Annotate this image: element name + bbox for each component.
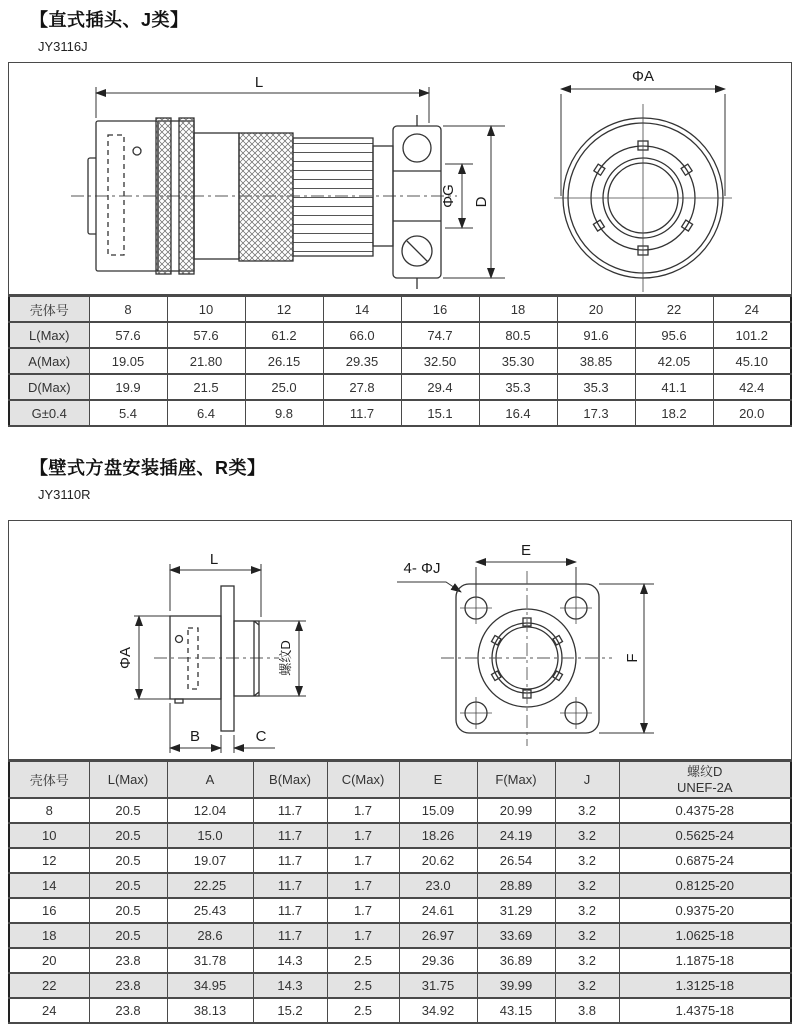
dim-C-label: C (255, 728, 267, 745)
table-row (9, 798, 791, 823)
value-cell: 24 (9, 998, 89, 1023)
table-row (9, 973, 791, 998)
plug-technical-drawing (9, 63, 791, 294)
value-cell: 38.85 (557, 348, 635, 374)
value-cell: 20 (9, 948, 89, 973)
dim-E (476, 562, 576, 599)
value-cell: 18 (9, 923, 89, 948)
value-cell: 3.2 (555, 948, 619, 973)
dim-threadD-label: 螺纹D (278, 640, 293, 676)
value-cell: 12 (9, 848, 89, 873)
value-cell: 26.97 (399, 923, 477, 948)
table-row (9, 848, 791, 873)
col-header: E (399, 761, 477, 798)
value-cell: 20.99 (477, 798, 555, 823)
value-cell: 25.43 (167, 898, 253, 923)
value-cell: 1.1875-18 (619, 948, 791, 973)
table-row (9, 296, 791, 322)
value-cell: 23.8 (89, 948, 167, 973)
dim-L-label: L (209, 551, 219, 568)
value-cell: 1.7 (327, 873, 399, 898)
value-cell: 11.7 (253, 848, 327, 873)
value-cell: 11.7 (253, 898, 327, 923)
value-cell: 3.2 (555, 923, 619, 948)
value-cell: 34.92 (399, 998, 477, 1023)
dim-phiA (134, 616, 170, 699)
dim-D-label: D (473, 196, 490, 208)
plug-dimension-table (8, 295, 792, 427)
value-cell: 39.99 (477, 973, 555, 998)
value-cell: 19.05 (89, 348, 167, 374)
dim-E-label: E (520, 542, 532, 559)
col-header: J (555, 761, 619, 798)
value-cell: 35.30 (479, 348, 557, 374)
holes-callout-label: 4- ΦJ (403, 560, 441, 577)
value-cell: 57.6 (89, 322, 167, 348)
value-cell: 2.5 (327, 973, 399, 998)
value-cell: 1.3125-18 (619, 973, 791, 998)
dim-L (96, 87, 429, 123)
col-header: 壳体号 (9, 761, 89, 798)
value-cell: 19.07 (167, 848, 253, 873)
col-header: 20 (557, 296, 635, 322)
value-cell: 29.36 (399, 948, 477, 973)
hole-crosshairs (460, 592, 592, 729)
value-cell: 14.3 (253, 948, 327, 973)
col-header: 16 (401, 296, 479, 322)
value-cell: 31.75 (399, 973, 477, 998)
value-cell: 21.80 (167, 348, 245, 374)
value-cell: 20.62 (399, 848, 477, 873)
dim-phiA-label: ΦA (117, 647, 134, 669)
value-cell: 15.2 (253, 998, 327, 1023)
value-cell: 25.0 (245, 374, 323, 400)
value-cell: 42.05 (635, 348, 713, 374)
col-header: B(Max) (253, 761, 327, 798)
value-cell: 11.7 (253, 823, 327, 848)
table-row (9, 348, 791, 374)
value-cell: 1.7 (327, 848, 399, 873)
row-label: D(Max) (9, 374, 89, 400)
table-row (9, 374, 791, 400)
value-cell: 28.89 (477, 873, 555, 898)
value-cell: 11.7 (253, 923, 327, 948)
dim-phiG-label: ΦG (440, 184, 457, 208)
value-cell: 1.7 (327, 823, 399, 848)
value-cell: 0.4375-28 (619, 798, 791, 823)
value-cell: 36.89 (477, 948, 555, 973)
value-cell: 11.7 (253, 798, 327, 823)
value-cell: 38.13 (167, 998, 253, 1023)
value-cell: 3.2 (555, 798, 619, 823)
value-cell: 20.0 (713, 400, 791, 426)
value-cell: 29.4 (401, 374, 479, 400)
col-header: C(Max) (327, 761, 399, 798)
dim-B-label: B (189, 728, 201, 745)
receptacle-dimension-table (8, 760, 792, 1024)
col-header: A (167, 761, 253, 798)
col-header: 10 (167, 296, 245, 322)
value-cell: 3.2 (555, 848, 619, 873)
value-cell: 16 (9, 898, 89, 923)
value-cell: 23.8 (89, 973, 167, 998)
table-row (9, 823, 791, 848)
value-cell: 16.4 (479, 400, 557, 426)
value-cell: 17.3 (557, 400, 635, 426)
value-cell: 15.09 (399, 798, 477, 823)
value-cell: 2.5 (327, 948, 399, 973)
value-cell: 26.54 (477, 848, 555, 873)
value-cell: 5.4 (89, 400, 167, 426)
value-cell: 3.2 (555, 823, 619, 848)
value-cell: 20.5 (89, 923, 167, 948)
thread-header-line2: UNEF-2A (676, 779, 733, 795)
row-label: A(Max) (9, 348, 89, 374)
value-cell: 0.9375-20 (619, 898, 791, 923)
value-cell: 3.8 (555, 998, 619, 1023)
col-header: 22 (635, 296, 713, 322)
value-cell: 3.2 (555, 898, 619, 923)
table-row (9, 923, 791, 948)
table-row (9, 898, 791, 923)
value-cell: 91.6 (557, 322, 635, 348)
value-cell: 6.4 (167, 400, 245, 426)
row-label: L(Max) (9, 322, 89, 348)
value-cell: 10 (9, 823, 89, 848)
col-header: 12 (245, 296, 323, 322)
value-cell: 14 (9, 873, 89, 898)
table-row (9, 761, 791, 798)
value-cell: 24.61 (399, 898, 477, 923)
holes-callout-leader (397, 582, 461, 592)
value-cell: 22 (9, 973, 89, 998)
value-cell: 20.5 (89, 823, 167, 848)
value-cell: 20.5 (89, 873, 167, 898)
value-cell: 11.7 (253, 873, 327, 898)
value-cell: 24.19 (477, 823, 555, 848)
value-cell: 3.2 (555, 873, 619, 898)
value-cell: 57.6 (167, 322, 245, 348)
table-row (9, 322, 791, 348)
dim-L (170, 564, 261, 617)
row-label: G±0.4 (9, 400, 89, 426)
value-cell: 95.6 (635, 322, 713, 348)
value-cell: 20.5 (89, 898, 167, 923)
value-cell: 35.3 (479, 374, 557, 400)
value-cell: 18.26 (399, 823, 477, 848)
value-cell: 26.15 (245, 348, 323, 374)
col-header: 24 (713, 296, 791, 322)
value-cell: 15.0 (167, 823, 253, 848)
value-cell: 9.8 (245, 400, 323, 426)
value-cell: 21.5 (167, 374, 245, 400)
value-cell: 28.6 (167, 923, 253, 948)
dim-F-label: F (624, 653, 641, 663)
value-cell: 41.1 (635, 374, 713, 400)
col-header-thread (619, 761, 791, 798)
col-header: 壳体号 (9, 296, 89, 322)
value-cell: 29.35 (323, 348, 401, 374)
dim-L-label: L (254, 74, 264, 91)
table-row (9, 948, 791, 973)
value-cell: 1.4375-18 (619, 998, 791, 1023)
value-cell: 32.50 (401, 348, 479, 374)
receptacle-side-view (170, 586, 259, 731)
value-cell: 20.5 (89, 798, 167, 823)
section1-heading: 【直式插头、J类】 (30, 10, 189, 30)
value-cell: 3.2 (555, 973, 619, 998)
col-header: L(Max) (89, 761, 167, 798)
value-cell: 11.7 (323, 400, 401, 426)
col-header: 14 (323, 296, 401, 322)
value-cell: 1.0625-18 (619, 923, 791, 948)
table-row (9, 873, 791, 898)
table-row (9, 400, 791, 426)
receptacle-front-view (456, 584, 599, 733)
value-cell: 31.29 (477, 898, 555, 923)
col-header: 18 (479, 296, 557, 322)
value-cell: 101.2 (713, 322, 791, 348)
value-cell: 15.1 (401, 400, 479, 426)
value-cell: 35.3 (557, 374, 635, 400)
value-cell: 20.5 (89, 848, 167, 873)
col-header: 8 (89, 296, 167, 322)
value-cell: 42.4 (713, 374, 791, 400)
receptacle-technical-drawing (9, 521, 791, 759)
value-cell: 12.04 (167, 798, 253, 823)
plug-side-view (88, 115, 441, 289)
value-cell: 34.95 (167, 973, 253, 998)
dim-phiA-label: ΦA (632, 68, 654, 85)
value-cell: 74.7 (401, 322, 479, 348)
value-cell: 23.0 (399, 873, 477, 898)
value-cell: 18.2 (635, 400, 713, 426)
value-cell: 27.8 (323, 374, 401, 400)
value-cell: 61.2 (245, 322, 323, 348)
value-cell: 19.9 (89, 374, 167, 400)
value-cell: 8 (9, 798, 89, 823)
value-cell: 1.7 (327, 923, 399, 948)
value-cell: 2.5 (327, 998, 399, 1023)
table-row (9, 998, 791, 1023)
section1-model-number: JY3116J (38, 39, 88, 54)
section2-model-number: JY3110R (38, 487, 91, 502)
value-cell: 33.69 (477, 923, 555, 948)
value-cell: 22.25 (167, 873, 253, 898)
value-cell: 0.6875-24 (619, 848, 791, 873)
value-cell: 23.8 (89, 998, 167, 1023)
value-cell: 0.5625-24 (619, 823, 791, 848)
front-view-crosshair (554, 104, 732, 292)
section1-drawing-panel (8, 62, 792, 295)
value-cell: 31.78 (167, 948, 253, 973)
value-cell: 45.10 (713, 348, 791, 374)
value-cell: 1.7 (327, 798, 399, 823)
col-header: F(Max) (477, 761, 555, 798)
thread-header-line1: 螺纹D (687, 763, 723, 779)
section2-heading: 【壁式方盘安装插座、R类】 (30, 458, 266, 478)
value-cell: 0.8125-20 (619, 873, 791, 898)
value-cell: 14.3 (253, 973, 327, 998)
value-cell: 1.7 (327, 898, 399, 923)
value-cell: 43.15 (477, 998, 555, 1023)
value-cell: 66.0 (323, 322, 401, 348)
section2-drawing-panel (8, 520, 792, 760)
value-cell: 80.5 (479, 322, 557, 348)
